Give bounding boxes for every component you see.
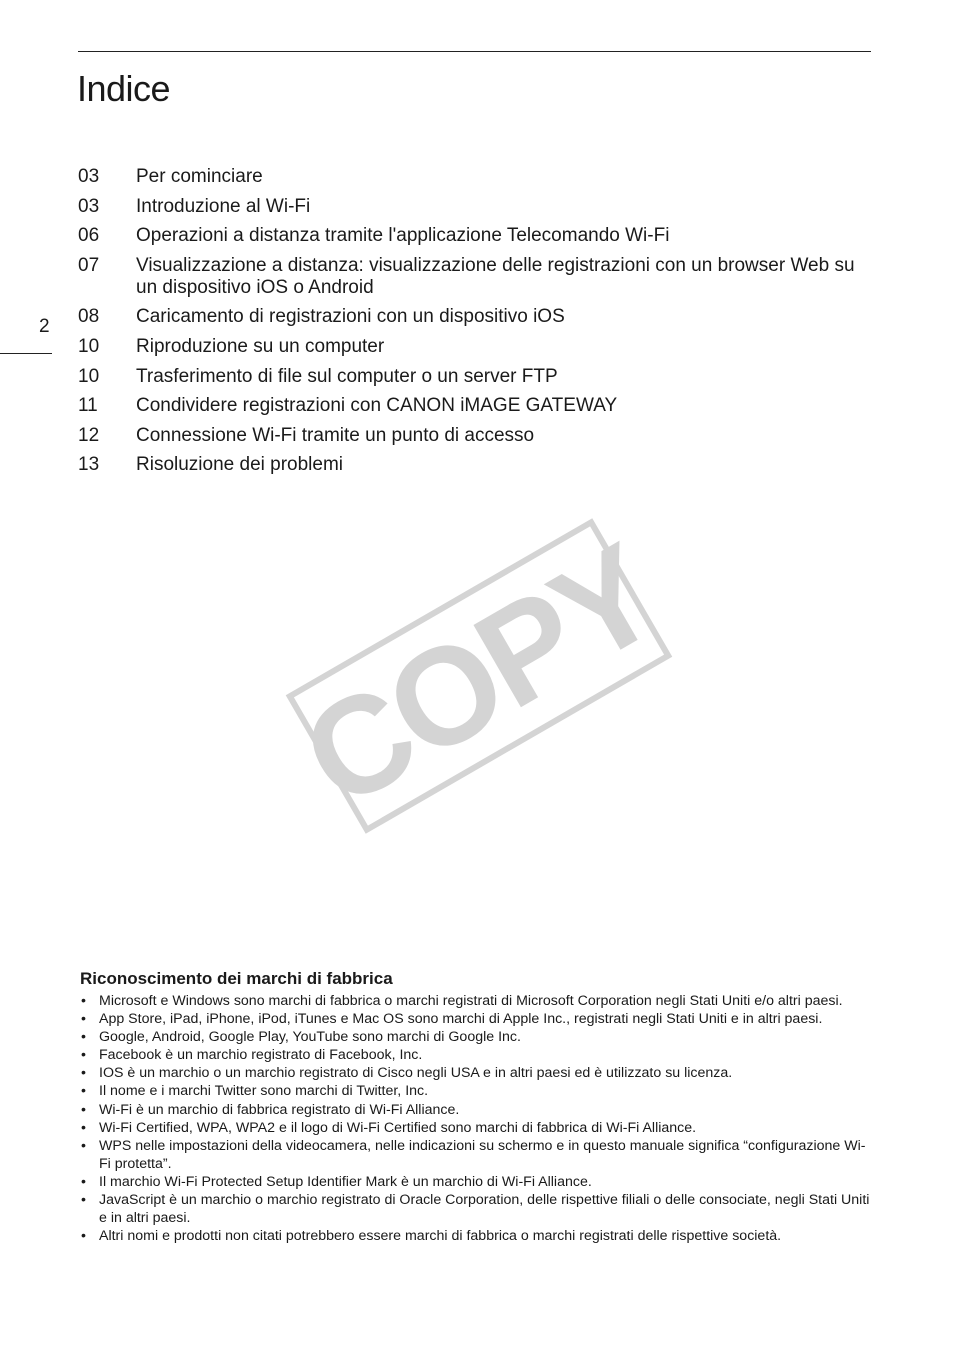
trademark-text: Google, Android, Google Play, YouTube sono marchi di Google Inc. bbox=[99, 1029, 521, 1046]
trademark-heading: Riconoscimento dei marchi di fabbrica bbox=[80, 969, 393, 988]
toc-page-number: 08 bbox=[78, 306, 100, 328]
list-item bbox=[80, 1064, 870, 1082]
toc-title: Connessione Wi-Fi tramite un punto di accesso bbox=[136, 424, 535, 446]
bullet: • bbox=[81, 1029, 86, 1046]
table-of-contents bbox=[78, 166, 873, 484]
trademark-text: Il nome e i marchi Twitter sono marchi di Twitter, Inc. bbox=[99, 1083, 429, 1100]
toc-entry[interactable] bbox=[78, 225, 873, 247]
bullet: • bbox=[81, 1173, 86, 1190]
toc-page-number: 12 bbox=[78, 424, 100, 446]
toc-title: Per cominciare bbox=[136, 166, 263, 187]
toc-entry[interactable] bbox=[78, 366, 873, 388]
trademark-text: Il marchio Wi-Fi Protected Setup Identifier Mark è un marchio di Wi-Fi Alliance. bbox=[99, 1173, 592, 1190]
toc-title: Trasferimento di file sul computer o un server FTP bbox=[136, 365, 558, 387]
bullet: • bbox=[81, 1137, 86, 1154]
toc-title: Visualizzazione a distanza: visualizzazione delle registrazioni con un browser Web su un dispositivo iOS o Android bbox=[136, 254, 855, 298]
toc-title: Condividere registrazioni con CANON iMAGE GATEWAY bbox=[136, 395, 618, 417]
toc-page-number: 10 bbox=[78, 365, 100, 387]
list-item bbox=[80, 1119, 870, 1137]
toc-page-number: 11 bbox=[78, 395, 98, 417]
list-item bbox=[80, 1101, 870, 1119]
bullet: • bbox=[81, 1083, 86, 1100]
toc-title: Caricamento di registrazioni con un dispositivo iOS bbox=[136, 306, 565, 328]
toc-title: Risoluzione dei problemi bbox=[136, 454, 343, 476]
toc-title: Introduzione al Wi-Fi bbox=[136, 195, 311, 217]
trademark-text: WPS nelle impostazioni della videocamera, nelle indicazioni su schermo e in questo manuale significa “configurazione Wi-Fi protetta”. bbox=[99, 1137, 866, 1172]
list-item bbox=[80, 1191, 870, 1227]
trademark-text: Microsoft e Windows sono marchi di fabbrica o marchi registrati di Microsoft Corporation negli Stati Uniti e/o altri paesi. bbox=[99, 993, 843, 1009]
bullet: • bbox=[81, 1065, 86, 1082]
page-title: Indice bbox=[77, 68, 171, 109]
bullet: • bbox=[81, 1101, 86, 1118]
toc-page-number: 03 bbox=[78, 166, 100, 187]
toc-entry[interactable] bbox=[78, 454, 873, 476]
bullet: • bbox=[81, 1011, 86, 1028]
toc-entry[interactable] bbox=[78, 255, 873, 299]
bullet: • bbox=[81, 1192, 86, 1209]
list-item bbox=[80, 1010, 870, 1028]
side-rule bbox=[0, 353, 52, 354]
list-item bbox=[80, 1046, 870, 1064]
toc-entry[interactable] bbox=[78, 306, 873, 328]
trademark-text: Altri nomi e prodotti non citati potrebbero essere marchi di fabbrica o marchi registrati delle rispettive società. bbox=[99, 1228, 782, 1245]
trademark-list bbox=[80, 992, 870, 1245]
list-item bbox=[80, 992, 870, 1010]
page-number: 2 bbox=[39, 316, 50, 337]
bullet: • bbox=[81, 1047, 86, 1064]
toc-entry[interactable] bbox=[78, 166, 873, 188]
trademark-text: Wi-Fi è un marchio di fabbrica registrato di Wi-Fi Alliance. bbox=[99, 1101, 460, 1118]
list-item bbox=[80, 1028, 870, 1046]
trademark-text: JavaScript è un marchio o marchio registrato di Oracle Corporation, delle rispettive filiali o delle consociate, negli Stati Uniti e in altri paesi. bbox=[99, 1192, 870, 1227]
list-item bbox=[80, 1173, 870, 1191]
bullet: • bbox=[81, 993, 86, 1009]
toc-page-number: 10 bbox=[78, 335, 100, 357]
watermark-text: COPY bbox=[278, 516, 681, 838]
toc-title: Operazioni a distanza tramite l'applicazione Telecomando Wi-Fi bbox=[136, 225, 670, 247]
toc-entry[interactable] bbox=[78, 196, 873, 218]
top-rule bbox=[78, 51, 871, 52]
trademark-text: IOS è un marchio o un marchio registrato di Cisco negli USA e in altri paesi ed è utilizzato su licenza. bbox=[99, 1065, 733, 1082]
bullet: • bbox=[81, 1119, 86, 1136]
toc-title: Riproduzione su un computer bbox=[136, 335, 385, 357]
list-item bbox=[80, 1082, 870, 1100]
toc-page-number: 07 bbox=[78, 254, 100, 276]
toc-entry[interactable] bbox=[78, 395, 873, 417]
toc-entry[interactable] bbox=[78, 336, 873, 358]
toc-entry[interactable] bbox=[78, 425, 873, 447]
toc-page-number: 13 bbox=[78, 454, 100, 476]
trademark-notice bbox=[80, 969, 870, 1245]
watermark-frame bbox=[290, 522, 668, 829]
toc-page-number: 06 bbox=[78, 225, 100, 247]
toc-page-number: 03 bbox=[78, 195, 100, 217]
list-item bbox=[80, 1137, 870, 1173]
trademark-text: Facebook è un marchio registrato di Facebook, Inc. bbox=[99, 1047, 423, 1064]
trademark-text: Wi-Fi Certified, WPA, WPA2 e il logo di Wi-Fi Certified sono marchi di fabbrica di Wi-Fi Alliance. bbox=[99, 1119, 697, 1136]
trademark-text: App Store, iPad, iPhone, iPod, iTunes e Mac OS sono marchi di Apple Inc., registrati negli Stati Uniti e in altri paesi. bbox=[99, 1011, 823, 1028]
list-item bbox=[80, 1227, 870, 1245]
bullet: • bbox=[81, 1228, 86, 1245]
